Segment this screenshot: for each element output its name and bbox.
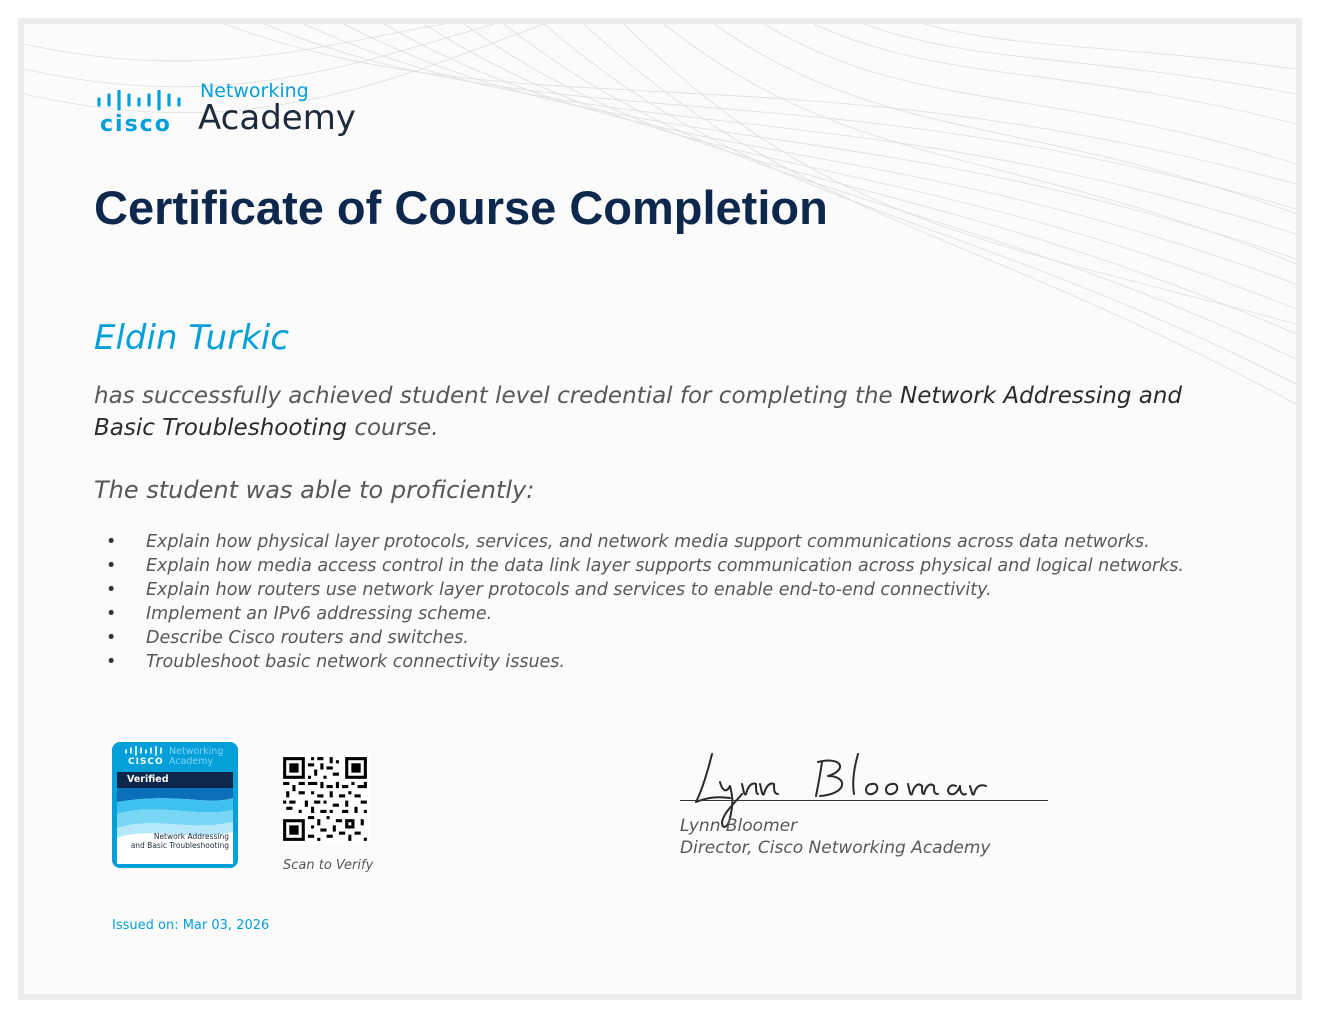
cisco-wordmark: cisco: [100, 112, 172, 137]
skill-text: Explain how media access control in the data link layer supports communication across physical and logical networks.: [146, 556, 1184, 576]
course-name: Network Addressing and Basic Troubleshooting: [94, 383, 1183, 441]
skill-text: Explain how routers use network layer protocols and services to enable end-to-end connectivity.: [146, 580, 992, 600]
badge-academy-text: Academy: [169, 756, 214, 767]
certificate-title: Certificate of Course Completion: [94, 181, 828, 234]
badge-course-line2: and Basic Troubleshooting: [130, 841, 229, 850]
badge-networking-text: Networking: [169, 746, 224, 757]
bullet: •: [106, 628, 117, 648]
logo-academy: Academy: [198, 98, 356, 138]
signer-title: Director, Cisco Networking Academy: [680, 838, 991, 858]
qr-caption: Scan to Verify: [283, 858, 374, 873]
badge-header: [112, 742, 238, 772]
badge-cisco-text: CISCO: [128, 757, 164, 767]
badge-course-line1: Network Addressing: [153, 832, 229, 841]
bullet: •: [106, 604, 117, 624]
list-item: [94, 554, 1254, 578]
bullet: •: [106, 556, 117, 576]
badge-verified-label: Verified: [117, 772, 233, 788]
list-item: [94, 530, 1254, 554]
bullet: •: [106, 652, 117, 672]
signature-line: [680, 800, 1048, 801]
bullet: •: [106, 580, 117, 600]
verification-qr-code[interactable]: [280, 754, 370, 844]
student-name: Eldin Turkic: [94, 318, 290, 358]
skill-text: Describe Cisco routers and switches.: [146, 628, 469, 648]
cisco-bridge-icon: [96, 90, 186, 112]
statement-prefix: has successfully achieved student level credential for completing the: [94, 383, 893, 409]
list-item: [94, 578, 1254, 602]
list-item: [94, 650, 1254, 674]
skill-text: Explain how physical layer protocols, services, and network media support communications across data networks.: [146, 532, 1150, 552]
list-item: [94, 626, 1254, 650]
list-item: [94, 602, 1254, 626]
proficiency-heading: The student was able to proficiently:: [94, 476, 535, 504]
bullet: •: [106, 532, 117, 552]
completion-statement: [94, 380, 1214, 444]
badge-course-name: [117, 832, 233, 862]
statement-suffix: course.: [354, 415, 439, 441]
issued-date: Issued on: Mar 03, 2026: [112, 918, 270, 933]
badge-cisco-icon: [124, 746, 164, 756]
skills-list: [94, 530, 1254, 674]
logo-networking: Networking: [200, 80, 309, 102]
verified-badge[interactable]: [112, 742, 238, 868]
signer-name: Lynn Bloomer: [680, 816, 798, 836]
skill-text: Troubleshoot basic network connectivity issues.: [146, 652, 565, 672]
skill-text: Implement an IPv6 addressing scheme.: [146, 604, 493, 624]
